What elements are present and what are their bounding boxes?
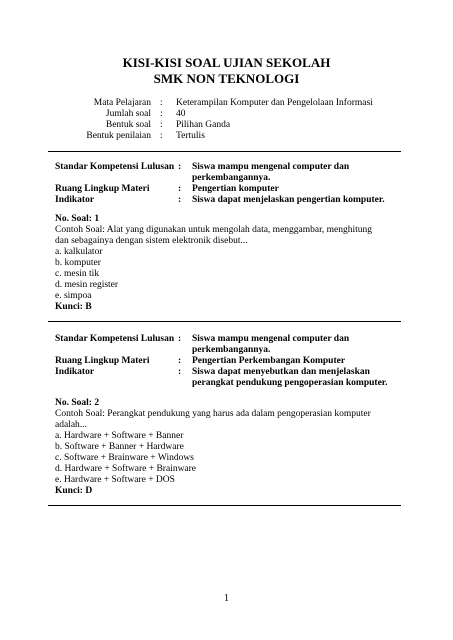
scope-value: Pengertian komputer bbox=[192, 184, 279, 194]
meta-label-subject: Mata Pelajaran bbox=[93, 98, 151, 108]
option-e: e. Hardware + Software + DOS bbox=[55, 475, 175, 485]
skl-label: Standar Kompetensi Lulusan bbox=[55, 334, 175, 344]
indicator-label: Indikator bbox=[55, 195, 95, 205]
question-text-cont: adalah... bbox=[55, 420, 87, 430]
scope-label: Ruang Lingkup Materi bbox=[55, 184, 150, 194]
meta-value-assessment: Tertulis bbox=[176, 131, 205, 141]
question-text-cont: dan sebagainya dengan sistem elektronik disebut... bbox=[55, 236, 248, 246]
divider bbox=[48, 505, 401, 506]
skl-value-cont: perkembangannya. bbox=[192, 173, 271, 183]
question-number: No. Soal: 2 bbox=[55, 398, 100, 408]
question-text: Contoh Soal: Alat yang digunakan untuk mengolah data, menggambar, menghitung bbox=[55, 225, 373, 235]
option-b: b. Software + Banner + Hardware bbox=[55, 442, 184, 452]
meta-label-type: Bentuk soal bbox=[105, 120, 151, 130]
option-c: c. mesin tik bbox=[55, 269, 100, 279]
indicator-value: Siswa dapat menjelaskan pengertian komputer. bbox=[192, 195, 385, 205]
divider bbox=[48, 151, 401, 152]
meta-value-type: Pilihan Ganda bbox=[176, 120, 231, 130]
scope-label: Ruang Lingkup Materi bbox=[55, 356, 150, 366]
option-e: e. simpoa bbox=[55, 291, 92, 301]
meta-colon: : bbox=[160, 98, 163, 108]
page-number: 1 bbox=[224, 593, 229, 604]
meta-label-assessment: Bentuk penilaian bbox=[86, 131, 151, 141]
skl-value: Siswa mampu mengenal computer dan bbox=[192, 334, 350, 344]
indicator-value: Siswa dapat menyebutkan dan menjelaskan bbox=[192, 367, 370, 377]
row-colon: : bbox=[178, 356, 182, 366]
option-a: a. kalkulator bbox=[55, 247, 103, 257]
skl-value: Siswa mampu mengenal computer dan bbox=[192, 162, 350, 172]
option-d: d. Hardware + Software + Brainware bbox=[55, 464, 197, 474]
scope-value: Pengertian Perkembangan Komputer bbox=[192, 356, 346, 366]
meta-value-count: 40 bbox=[176, 109, 186, 119]
row-colon: : bbox=[178, 334, 182, 344]
meta-label-count: Jumlah soal bbox=[105, 109, 151, 119]
indicator-label: Indikator bbox=[55, 367, 95, 377]
meta-value-subject: Keterampilan Komputer dan Pengelolaan Informasi bbox=[176, 98, 373, 108]
row-colon: : bbox=[178, 162, 182, 172]
row-colon: : bbox=[178, 367, 182, 377]
option-a: a. Hardware + Software + Banner bbox=[55, 431, 184, 441]
option-b: b. komputer bbox=[55, 258, 101, 268]
document-subtitle: SMK NON TEKNOLOGI bbox=[153, 71, 300, 86]
meta-colon: : bbox=[160, 109, 163, 119]
answer-key: Kunci: D bbox=[55, 486, 93, 496]
skl-value-cont: perkembangannya. bbox=[192, 345, 271, 355]
option-d: d. mesin register bbox=[55, 280, 119, 290]
skl-label: Standar Kompetensi Lulusan bbox=[55, 162, 175, 172]
row-colon: : bbox=[178, 184, 182, 194]
divider bbox=[48, 321, 401, 322]
row-colon: : bbox=[178, 195, 182, 205]
option-c: c. Software + Brainware + Windows bbox=[55, 453, 194, 463]
meta-colon: : bbox=[160, 131, 163, 141]
question-number: No. Soal: 1 bbox=[55, 214, 100, 224]
question-text: Contoh Soal: Perangkat pendukung yang harus ada dalam pengoperasian komputer bbox=[55, 409, 371, 419]
answer-key: Kunci: B bbox=[55, 302, 92, 312]
document-title: KISI-KISI SOAL UJIAN SEKOLAH bbox=[122, 55, 331, 70]
indicator-value-cont: perangkat pendukung pengoperasian komputer. bbox=[192, 378, 388, 388]
meta-colon: : bbox=[160, 120, 163, 130]
